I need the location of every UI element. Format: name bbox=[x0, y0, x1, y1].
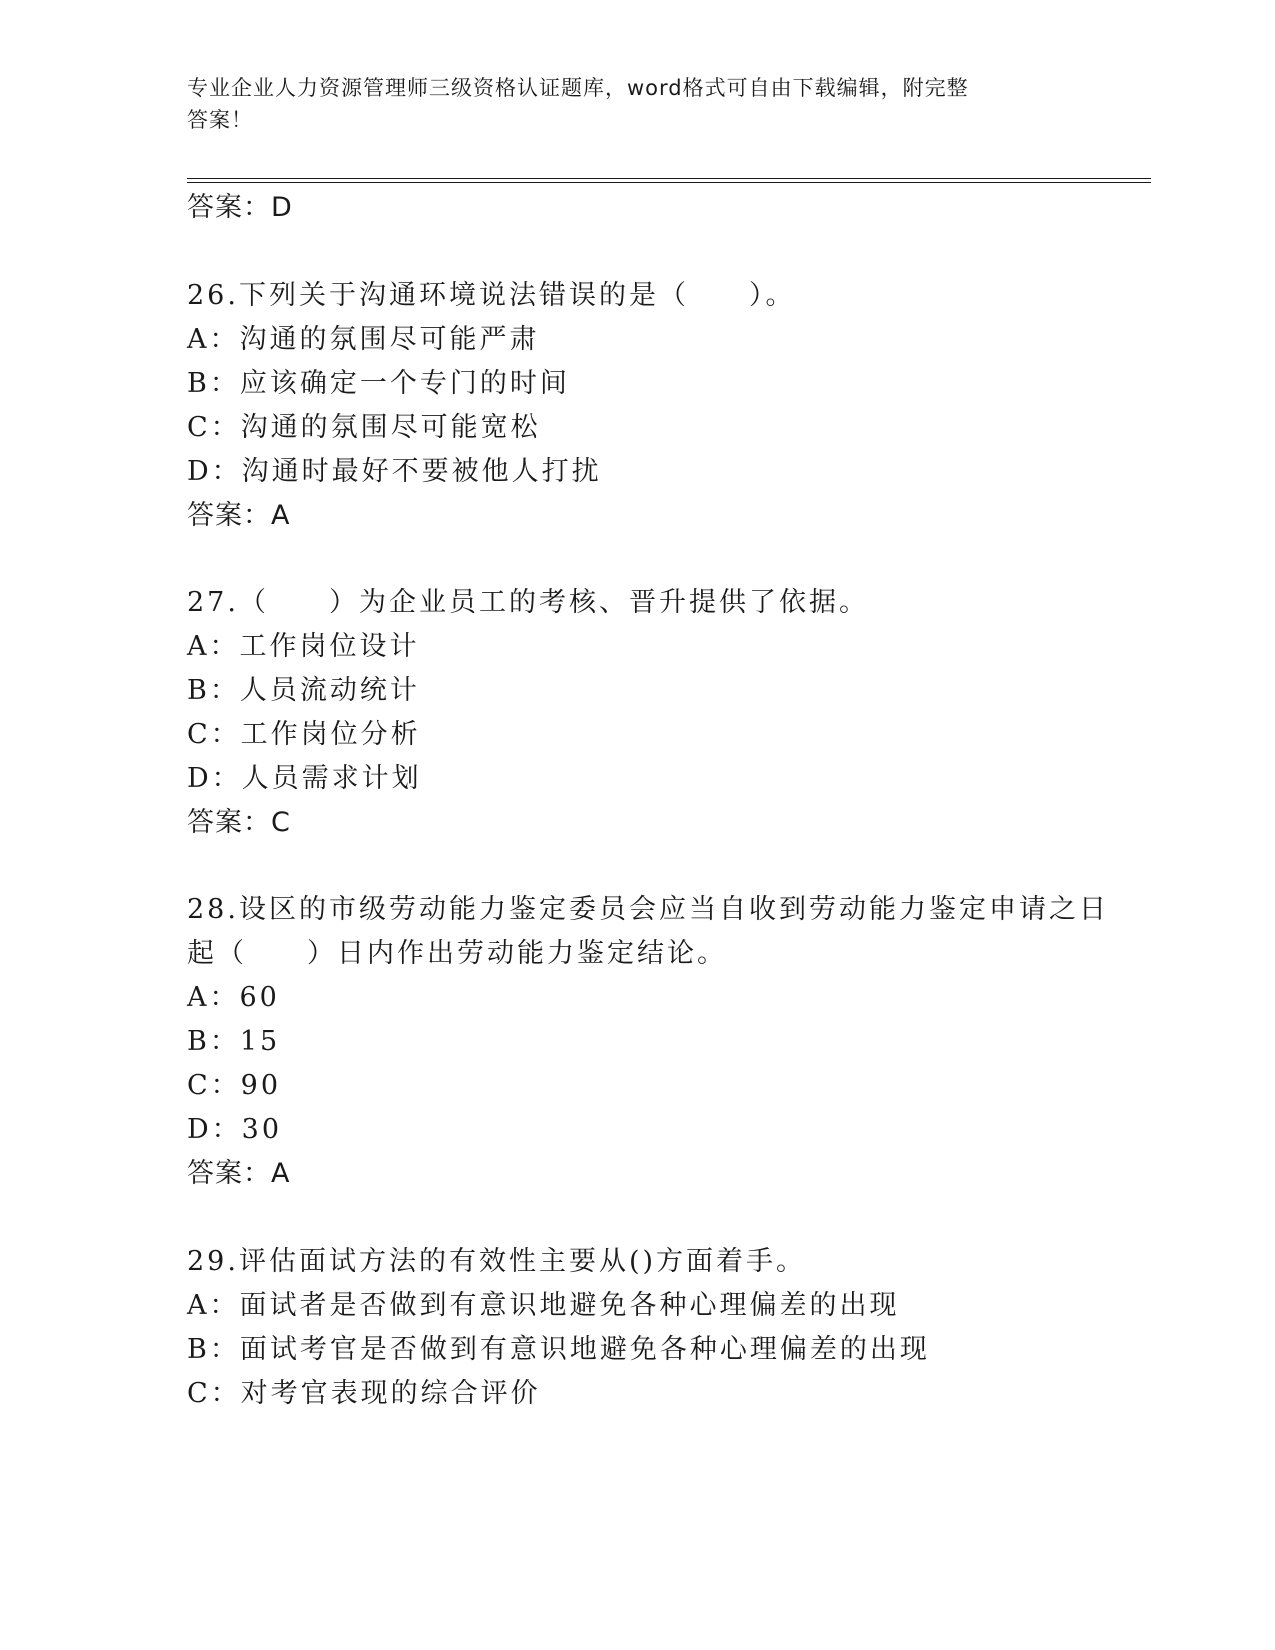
option-b: B：面试考官是否做到有意识地避免各种心理偏差的出现 bbox=[187, 1334, 930, 1365]
option-b: B：15 bbox=[187, 1026, 281, 1057]
header-divider-secondary bbox=[187, 182, 1151, 183]
option-a: A：60 bbox=[187, 982, 280, 1013]
option-a: A：工作岗位设计 bbox=[187, 631, 420, 662]
question-stem: 26.下列关于沟通环境说法错误的是（ ）。 bbox=[187, 280, 796, 311]
answer: 答案：A bbox=[187, 1158, 291, 1189]
question-stem: 27.（ ）为企业员工的考核、晋升提供了依据。 bbox=[187, 587, 869, 618]
question-stem: 29.评估面试方法的有效性主要从()方面着手。 bbox=[187, 1246, 807, 1277]
option-a: A：沟通的氛围尽可能严肃 bbox=[187, 324, 540, 355]
answer: 答案：C bbox=[187, 807, 291, 838]
question-stem-continued: 起（ ）日内作出劳动能力鉴定结论。 bbox=[187, 938, 727, 969]
option-c: C：工作岗位分析 bbox=[187, 719, 421, 750]
header-line-1: 专业企业人力资源管理师三级资格认证题库，word格式可自由下载编辑，附完整 bbox=[187, 76, 969, 100]
option-d: D：人员需求计划 bbox=[187, 763, 422, 794]
document-header bbox=[187, 72, 1087, 136]
option-d: D：30 bbox=[187, 1114, 283, 1145]
option-c: C：对考官表现的综合评价 bbox=[187, 1378, 541, 1409]
option-b: B：应该确定一个专门的时间 bbox=[187, 368, 570, 399]
option-b: B：人员流动统计 bbox=[187, 675, 420, 706]
prev-answer: 答案：D bbox=[187, 192, 293, 223]
header-line-2: 答案！ bbox=[187, 108, 253, 132]
answer: 答案：A bbox=[187, 500, 291, 531]
option-c: C：沟通的氛围尽可能宽松 bbox=[187, 412, 541, 443]
header-divider bbox=[187, 178, 1151, 179]
option-d: D：沟通时最好不要被他人打扰 bbox=[187, 456, 602, 487]
question-stem: 28.设区的市级劳动能力鉴定委员会应当自收到劳动能力鉴定申请之日 bbox=[187, 894, 1109, 925]
option-a: A：面试者是否做到有意识地避免各种心理偏差的出现 bbox=[187, 1290, 900, 1321]
option-c: C：90 bbox=[187, 1070, 282, 1101]
